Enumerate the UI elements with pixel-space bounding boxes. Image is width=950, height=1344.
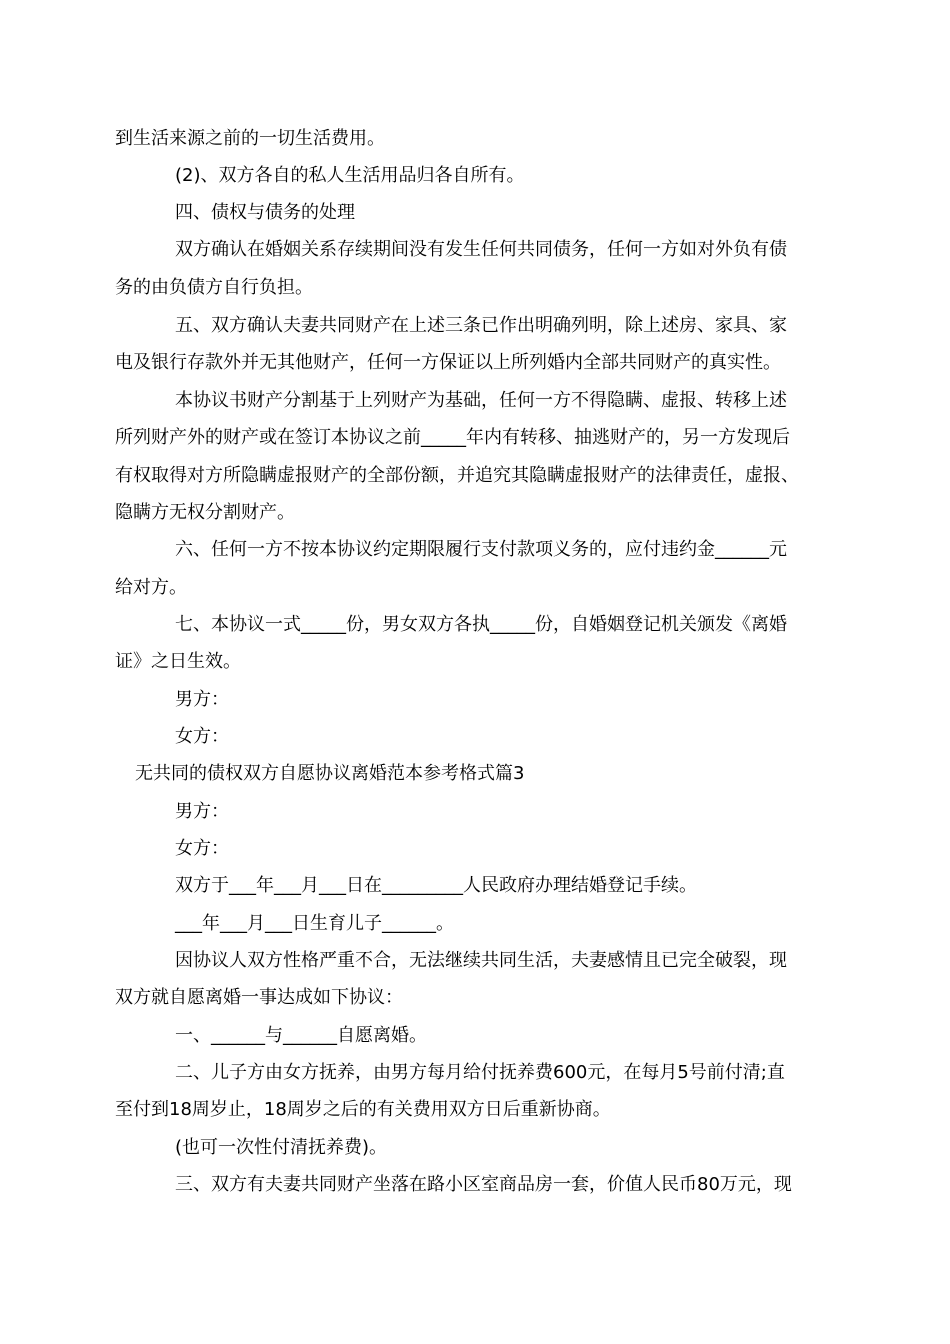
paragraph-line: 因协议人双方性格严重不合，无法继续共同生活，夫妻感情且已完全破裂，现: [175, 950, 787, 971]
section-title: 无共同的债权双方自愿协议离婚范本参考格式篇3: [135, 763, 525, 784]
paragraph-line: 三、双方有夫妻共同财产坐落在路小区室商品房一套，价值人民币80万元，现: [175, 1174, 792, 1195]
party-label-female: 女方：: [175, 838, 229, 859]
paragraph-line: 给对方。: [115, 577, 187, 598]
paragraph-line: (2)、双方各自的私人生活用品归各自所有。: [175, 165, 525, 186]
party-label-male: 男方：: [175, 801, 229, 822]
paragraph-line: 六、任何一方不按本协议约定期限履行支付款项义务的，应付违约金______元: [175, 539, 787, 560]
paragraph-line: 双方确认在婚姻关系存续期间没有发生任何共同债务，任何一方如对外负有债: [175, 239, 787, 260]
paragraph-line: 有权取得对方所隐瞒虚报财产的全部份额，并追究其隐瞒虚报财产的法律责任，虚报、: [115, 465, 799, 486]
paragraph-line: (也可一次性付清抚养费)。: [175, 1137, 388, 1158]
paragraph-line: 二、儿子方由女方抚养，由男方每月给付抚养费600元，在每月5号前付清;直: [175, 1062, 785, 1083]
paragraph-line: 至付到18周岁止，18周岁之后的有关费用双方日后重新协商。: [115, 1099, 611, 1120]
paragraph-line: 隐瞒方无权分割财产。: [115, 502, 295, 523]
paragraph-line: 一、______与______自愿离婚。: [175, 1025, 427, 1046]
paragraph-line: 双方于___年___月___日在_________人民政府办理结婚登记手续。: [175, 875, 697, 896]
paragraph-line: 本协议书财产分割基于上列财产为基础，任何一方不得隐瞒、虚报、转移上述: [175, 390, 787, 411]
signature-label-female: 女方：: [175, 726, 229, 747]
paragraph-line: 七、本协议一式_____份，男女双方各执_____份，自婚姻登记机关颁发《离婚: [175, 614, 787, 635]
paragraph-line: 双方就自愿离婚一事达成如下协议：: [115, 987, 403, 1008]
section-heading: 四、债权与债务的处理: [175, 202, 355, 223]
paragraph-line: 务的由负债方自行负担。: [115, 277, 313, 298]
paragraph-line: 五、双方确认夫妻共同财产在上述三条已作出明确列明，除上述房、家具、家: [175, 315, 787, 336]
paragraph-line: 证》之日生效。: [115, 651, 241, 672]
paragraph-line: 电及银行存款外并无其他财产，任何一方保证以上所列婚内全部共同财产的真实性。: [115, 352, 781, 373]
paragraph-line: 所列财产外的财产或在签订本协议之前_____年内有转移、抽逃财产的，另一方发现后: [115, 427, 790, 448]
paragraph-line: ___年___月___日生育儿子______。: [175, 913, 454, 934]
signature-label-male: 男方：: [175, 689, 229, 710]
paragraph-line: 到生活来源之前的一切生活费用。: [115, 128, 385, 149]
